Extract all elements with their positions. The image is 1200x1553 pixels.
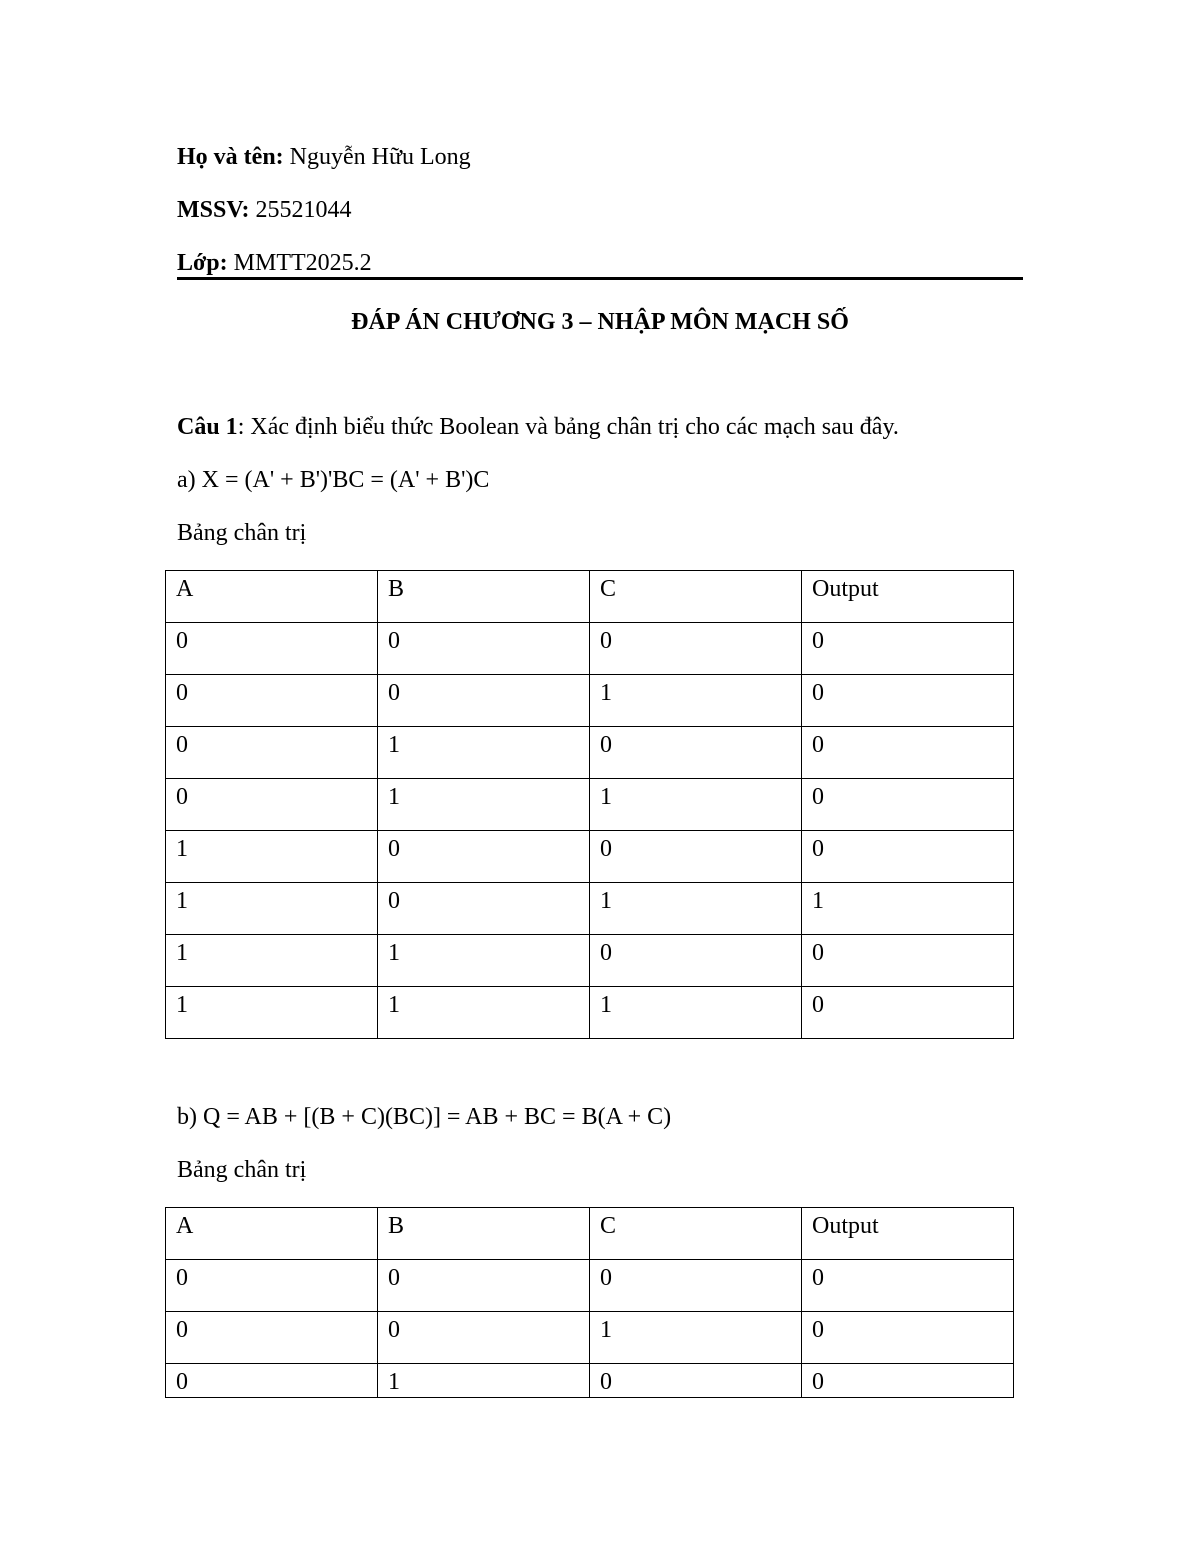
table-cell: 0 (166, 1260, 378, 1312)
table-cell: 0 (378, 1260, 590, 1312)
class-line (177, 248, 372, 278)
header-cell: B (378, 1208, 590, 1260)
table-cell: 1 (590, 1312, 802, 1364)
table-cell: 0 (802, 987, 1014, 1039)
table-cell: 0 (590, 727, 802, 779)
table-row (166, 779, 1014, 831)
part-a-expression: a) X = (A' + B')'BC = (A' + B')C (177, 467, 490, 493)
table-cell: 1 (378, 1364, 590, 1398)
table-cell: 1 (590, 883, 802, 935)
table-row (166, 727, 1014, 779)
document-title: ĐÁP ÁN CHƯƠNG 3 – NHẬP MÔN MẠCH SỐ (351, 309, 849, 335)
table-cell: 0 (802, 623, 1014, 675)
table-cell: 1 (166, 831, 378, 883)
part-b-expression: b) Q = AB + [(B + C)(BC)] = AB + BC = B(A + C) (177, 1104, 672, 1130)
table-row (166, 987, 1014, 1039)
table-cell: 0 (166, 623, 378, 675)
table-cell: 1 (378, 935, 590, 987)
header-cell: C (590, 571, 802, 623)
table-cell: 1 (166, 883, 378, 935)
header-cell: B (378, 571, 590, 623)
table-row (166, 935, 1014, 987)
table-row (166, 623, 1014, 675)
table-row (166, 675, 1014, 727)
header-cell: A (166, 571, 378, 623)
header-cell: A (166, 1208, 378, 1260)
table-cell: 0 (378, 623, 590, 675)
class-value: MMTT2025.2 (233, 250, 372, 276)
table-cell: 1 (378, 779, 590, 831)
table-cell: 1 (590, 987, 802, 1039)
table-cell: 0 (802, 1312, 1014, 1364)
table-cell: 0 (590, 831, 802, 883)
table-cell: 0 (590, 935, 802, 987)
table-row (166, 1364, 1014, 1398)
table-header-row (166, 571, 1014, 623)
student-name-line (177, 142, 471, 172)
table-cell: 0 (166, 727, 378, 779)
class-label: Lớp: (177, 250, 228, 276)
table-cell: 0 (378, 883, 590, 935)
table-cell: 1 (802, 883, 1014, 935)
table-cell: 0 (802, 675, 1014, 727)
table-cell: 1 (590, 779, 802, 831)
table-cell: 0 (590, 1364, 802, 1398)
question-1 (177, 412, 899, 442)
student-id-line (177, 195, 351, 225)
table-cell: 0 (802, 779, 1014, 831)
table-cell: 0 (378, 675, 590, 727)
table-row (166, 831, 1014, 883)
table-cell: 1 (166, 987, 378, 1039)
part-b-table-caption: Bảng chân trị (177, 1157, 307, 1183)
table-cell: 1 (590, 675, 802, 727)
student-id-label: MSSV: (177, 197, 250, 223)
table-cell: 0 (802, 935, 1014, 987)
header-cell: Output (802, 1208, 1014, 1260)
question-1-text: : Xác định biểu thức Boolean và bảng chân trị cho các mạch sau đây. (237, 414, 899, 440)
student-name-label: Họ và tên: (177, 144, 284, 170)
table-cell: 0 (166, 675, 378, 727)
table-cell: 0 (802, 1364, 1014, 1398)
table-cell: 0 (802, 1260, 1014, 1312)
table-cell: 0 (166, 1312, 378, 1364)
question-1-label: Câu 1 (177, 414, 238, 440)
table-cell: 0 (802, 727, 1014, 779)
header-divider (177, 277, 1023, 280)
table-cell: 0 (166, 1364, 378, 1398)
truth-table-b (165, 1207, 1014, 1398)
table-cell: 0 (590, 623, 802, 675)
truth-table-a (165, 570, 1014, 1039)
table-row (166, 1260, 1014, 1312)
table-cell: 1 (378, 727, 590, 779)
table-cell: 1 (378, 987, 590, 1039)
table-cell: 0 (378, 1312, 590, 1364)
table-row (166, 1312, 1014, 1364)
header-cell: Output (802, 571, 1014, 623)
student-name-value: Nguyễn Hữu Long (289, 144, 471, 170)
table-cell: 0 (802, 831, 1014, 883)
table-cell: 0 (166, 779, 378, 831)
table-cell: 0 (590, 1260, 802, 1312)
table-header-row (166, 1208, 1014, 1260)
student-id-value: 25521044 (255, 197, 352, 223)
table-cell: 1 (166, 935, 378, 987)
table-cell: 0 (378, 831, 590, 883)
part-a-table-caption: Bảng chân trị (177, 520, 307, 546)
table-row (166, 883, 1014, 935)
header-cell: C (590, 1208, 802, 1260)
